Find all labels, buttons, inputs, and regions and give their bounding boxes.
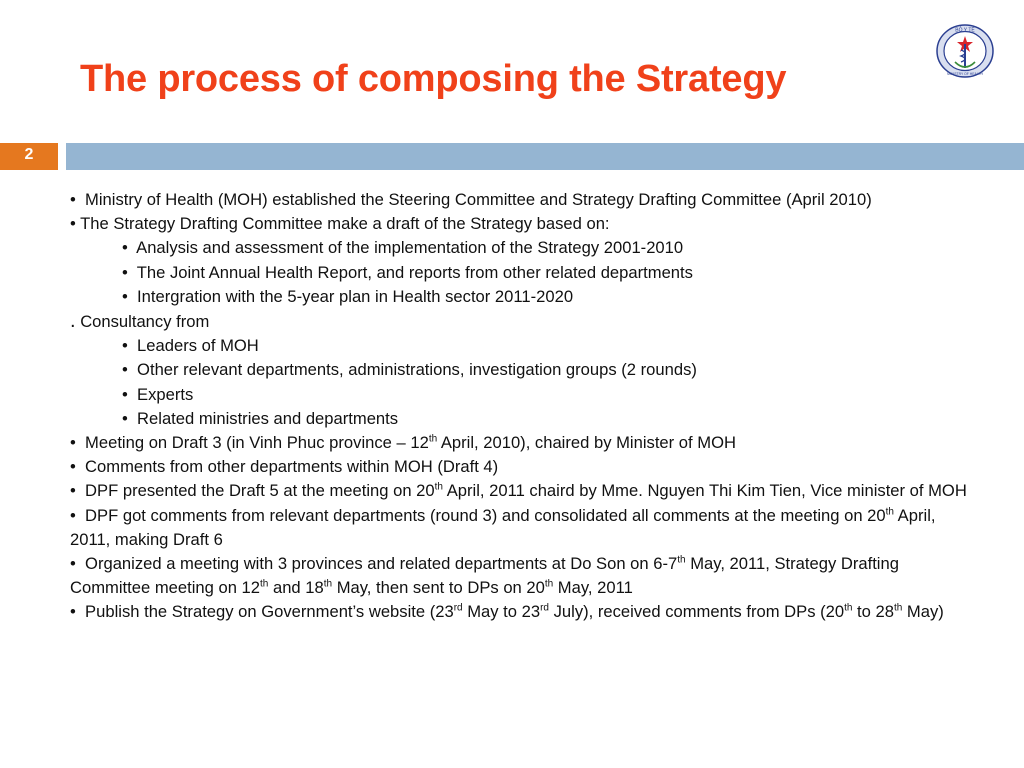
list-item: • Meeting on Draft 3 (in Vinh Phuc province – 12th April, 2010), chaired by Minister of MOH: [70, 433, 736, 453]
bullet-icon: •: [70, 433, 76, 453]
sub-list-item: • The Joint Annual Health Report, and reports from other related departments: [122, 262, 693, 282]
sub-list-item: • Experts: [122, 384, 194, 404]
bullet-icon: •: [70, 457, 76, 477]
bullet-icon: •: [122, 286, 128, 306]
list-item: • DPF got comments from relevant departments (round 3) and consolidated all comments at the meeting on 20th April, 2011, making Draft 6: [70, 505, 936, 549]
list-item: • Comments from other departments within MOH (Draft 4): [70, 457, 499, 477]
logo-text-bottom: MINISTRY OF HEALTH: [947, 72, 983, 76]
list-item: • Organized a meeting with 3 provinces and related departments at Do Son on 6-7th May, 2011, Strategy Drafting Committee meeting on 12th and 18th May, then sent to DPs on 20th May, 2011: [70, 554, 899, 598]
bullet-icon: •: [70, 554, 76, 574]
list-item: • Publish the Strategy on Government’s website (23rd May to 23rd July), received comments from DPs (20th to 28th May): [70, 602, 944, 622]
bullet-icon: •: [122, 336, 128, 356]
bullet-icon: •: [122, 238, 128, 258]
sub-list-item: • Related ministries and departments: [122, 408, 399, 428]
list-item: • DPF presented the Draft 5 at the meeting on 20th April, 2011 chaird by Mme. Nguyen Thi Kim Tien, Vice minister of MOH: [70, 481, 967, 501]
list-item: . Consultancy from: [70, 310, 210, 333]
list-item: • The Strategy Drafting Committee make a draft of the Strategy based on:: [70, 214, 610, 234]
bullet-icon: •: [122, 408, 128, 428]
bullet-icon: •: [122, 262, 128, 282]
bullet-icon: •: [122, 384, 128, 404]
header-divider: [0, 143, 1024, 170]
bullet-icon: •: [70, 602, 76, 622]
header-bar: [66, 143, 1024, 170]
sub-list-item: • Leaders of MOH: [122, 336, 259, 356]
bullet-icon: •: [70, 481, 76, 501]
sub-list-item: • Other relevant departments, administrations, investigation groups (2 rounds): [122, 360, 697, 380]
slide-body: [70, 188, 980, 625]
logo-text-top: BỘ Y TẾ: [955, 27, 975, 34]
bullet-dot: .: [70, 310, 76, 333]
bullet-icon: •: [122, 360, 128, 380]
bullet-icon: •: [70, 505, 76, 525]
sub-list-item: • Analysis and assessment of the implementation of the Strategy 2001-2010: [122, 238, 684, 258]
slide-title: The process of composing the Strategy: [80, 58, 787, 100]
ministry-of-health-logo: [936, 24, 994, 78]
list-item: • Ministry of Health (MOH) established the Steering Committee and Strategy Drafting Committee (April 2010): [70, 190, 872, 209]
bullet-icon: •: [70, 190, 76, 209]
sub-list-item: • Intergration with the 5-year plan in Health sector 2011-2020: [122, 286, 574, 306]
page-number-badge: 2: [0, 143, 58, 170]
